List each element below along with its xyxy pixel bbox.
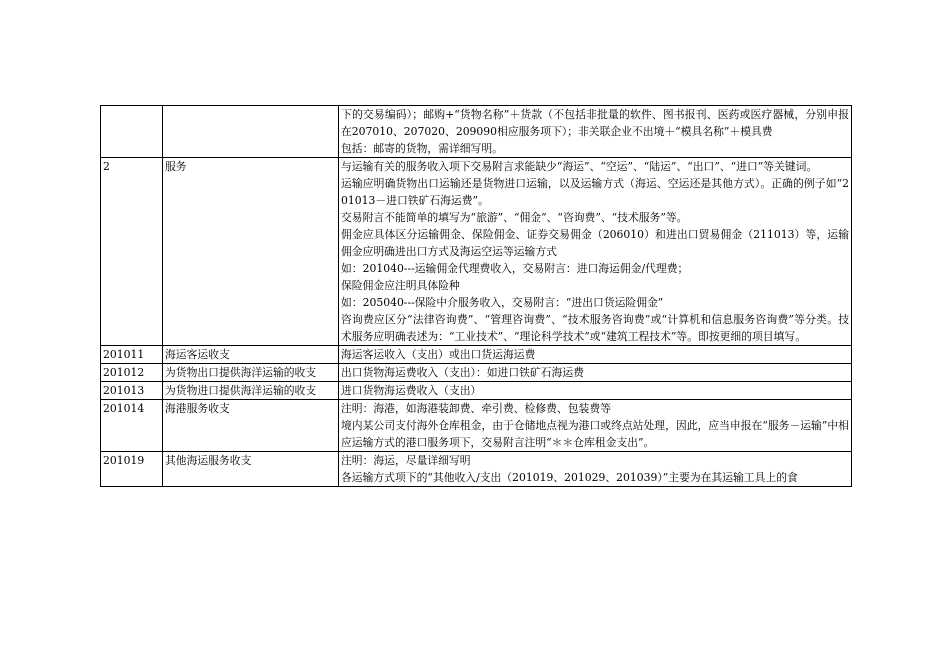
code-cell: 201019 — [101, 452, 163, 487]
description-line: 保险佣金应注明具体险种 — [341, 279, 460, 292]
table-row — [101, 106, 852, 158]
name-cell: 为货物进口提供海洋运输的收支 — [163, 382, 339, 400]
name-cell — [163, 106, 339, 158]
code-cell: 201011 — [101, 346, 163, 364]
description-line: 境内某公司支付海外仓库租金，由于仓储地点视为港口或终点站处理，因此，应当申报在“服务－运输”中相应运输方式的港口服务项下，交易附言注明“＊＊仓库租金支出”。 — [341, 419, 849, 449]
description-cell — [339, 382, 852, 400]
description-line: 进口货物海运费收入（支出） — [341, 384, 482, 397]
description-line: 各运输方式项下的“其他收入/支出（201019、201029、201039）”主要为在其运输工具上的食 — [341, 471, 798, 484]
description-cell — [339, 364, 852, 382]
description-cell — [339, 106, 852, 158]
description-line: 海运客运收入（支出）或出口货运海运费 — [341, 348, 536, 361]
table-body — [101, 106, 852, 487]
code-cell: 201013 — [101, 382, 163, 400]
description-line: 佣金应具体区分运输佣金、保险佣金、证券交易佣金（206010）和进出口贸易佣金（211013）等，运输佣金应明确进出口方式及海运空运等运输方式 — [341, 228, 849, 258]
description-cell — [339, 346, 852, 364]
code-cell: 201014 — [101, 400, 163, 452]
description-line: 注明：海运，尽量详细写明 — [341, 454, 471, 467]
description-line: 包括：邮寄的货物，需详细写明。 — [341, 142, 503, 155]
description-line: 下的交易编码）；邮购+“货物名称”＋货款（不包括非批量的软件、图书报刊、医药或医疗器械，分别申报在207010、207020、209090相应服务项下）；非关联企业不出境＋“模具名称”＋模具费 — [341, 108, 849, 138]
description-line: 与运输有关的服务收入项下交易附言求能缺少“海运”、“空运”、“陆运”、“出口”、“进口”等关键词。 — [341, 160, 818, 173]
description-line: 咨询费应区分“法律咨询费”、“管理咨询费”、“技术服务咨询费”或“计算机和信息服务咨询费”等分类。技术服务应明确表述为：“工业技术”、“理论科学技术”或“建筑工程技术”等。即按更细的项目填写。 — [341, 313, 849, 343]
description-line: 交易附言不能简单的填写为“旅游”、“佣金”、“咨询费”、“技术服务”等。 — [341, 211, 688, 224]
table-row — [101, 382, 852, 400]
description-line: 出口货物海运费收入（支出）：如进口铁矿石海运费 — [341, 366, 584, 379]
table-row — [101, 158, 852, 346]
table-row — [101, 364, 852, 382]
code-cell: 201012 — [101, 364, 163, 382]
table-row — [101, 346, 852, 364]
name-cell: 海运客运收支 — [163, 346, 339, 364]
description-cell — [339, 400, 852, 452]
transaction-code-table — [100, 105, 852, 487]
name-cell: 服务 — [163, 158, 339, 346]
code-cell: 2 — [101, 158, 163, 346]
code-cell — [101, 106, 163, 158]
description-line: 如：205040---保险中介服务收入，交易附言：“进出口货运险佣金” — [341, 296, 664, 309]
table-row — [101, 400, 852, 452]
table-row — [101, 452, 852, 487]
description-cell — [339, 452, 852, 487]
name-cell: 海港服务收支 — [163, 400, 339, 452]
description-line: 如：201040---运输佣金代理费收入，交易附言：进口海运佣金/代理费； — [341, 262, 689, 275]
name-cell: 为货物出口提供海洋运输的收支 — [163, 364, 339, 382]
description-line: 注明：海港，如海港装卸费、牵引费、检修费、包装费等 — [341, 402, 611, 415]
description-line: 运输应明确货物出口运输还是货物进口运输，以及运输方式（海运、空运还是其他方式）。正确的例子如“201013－进口铁矿石海运费”。 — [341, 177, 849, 207]
description-cell — [339, 158, 852, 346]
name-cell: 其他海运服务收支 — [163, 452, 339, 487]
